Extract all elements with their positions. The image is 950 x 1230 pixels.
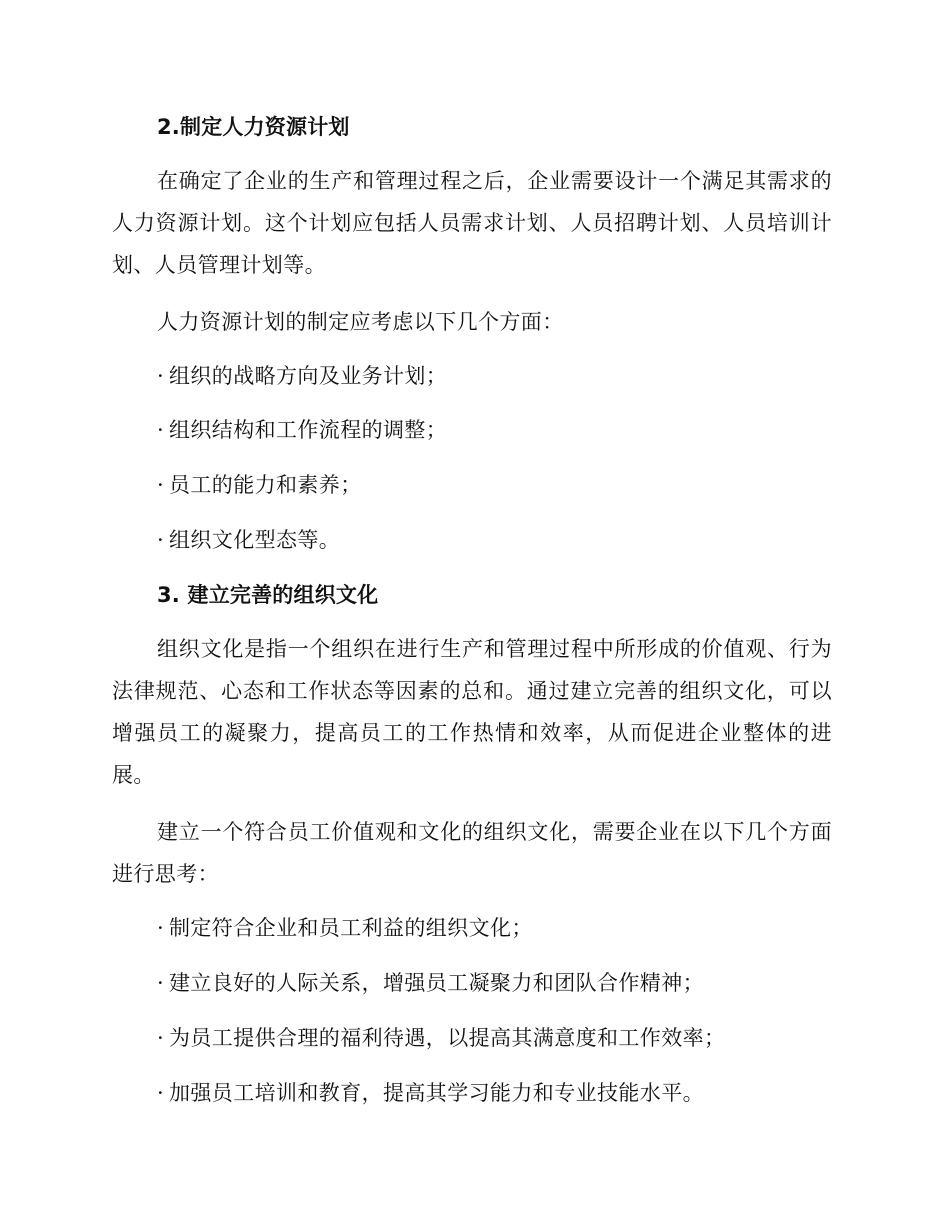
bullet-text: 组织文化型态等。	[169, 528, 341, 552]
paragraph-hr-plan-intro: 在确定了企业的生产和管理过程之后，企业需要设计一个满足其需求的人力资源计划。这个计划应包括人员需求计划、人员招聘计划、人员培训计划、人员管理计划等。	[112, 169, 832, 277]
bullet-text: 建立良好的人际关系，增强员工凝聚力和团队合作精神；	[169, 971, 704, 995]
bullet-marker: ·	[157, 528, 165, 552]
bullet-item	[157, 1072, 837, 1114]
bullet-marker: ·	[157, 971, 165, 995]
bullet-item	[157, 409, 837, 451]
bullet-item	[157, 464, 837, 506]
bullet-item	[157, 962, 837, 1004]
section-heading-org-culture: 3. 建立完善的组织文化	[157, 583, 379, 607]
bullet-item	[157, 355, 837, 397]
bullet-text: 制定符合企业和员工利益的组织文化；	[169, 916, 533, 940]
bullet-text: 组织结构和工作流程的调整；	[169, 418, 448, 442]
bullet-text: 员工的能力和素养；	[169, 473, 362, 497]
bullet-marker: ·	[157, 418, 165, 442]
paragraph-org-culture-considerations: 建立一个符合员工价值观和文化的组织文化，需要企业在以下几个方面进行思考：	[112, 820, 832, 886]
bullet-marker: ·	[157, 916, 165, 940]
bullet-marker: ·	[157, 1081, 165, 1105]
paragraph-hr-plan-considerations: 人力资源计划的制定应考虑以下几个方面：	[157, 310, 564, 334]
paragraph-org-culture-definition: 组织文化是指一个组织在进行生产和管理过程中所形成的价值观、行为法律规范、心态和工作状态等因素的总和。通过建立完善的组织文化，可以增强员工的凝聚力，提高员工的工作热情和效率，从而促进企业整体的进展。	[112, 637, 832, 787]
bullet-item	[157, 519, 837, 561]
section-heading-hr-plan: 2.制定人力资源计划	[157, 115, 350, 139]
bullet-text: 组织的战略方向及业务计划；	[169, 364, 448, 388]
bullet-item	[157, 1017, 837, 1059]
bullet-text: 加强员工培训和教育，提高其学习能力和专业技能水平。	[169, 1081, 704, 1105]
bullet-marker: ·	[157, 364, 165, 388]
bullet-marker: ·	[157, 473, 165, 497]
bullet-text: 为员工提供合理的福利待遇，以提高其满意度和工作效率；	[169, 1026, 726, 1050]
bullet-marker: ·	[157, 1026, 165, 1050]
bullet-item	[157, 907, 837, 949]
